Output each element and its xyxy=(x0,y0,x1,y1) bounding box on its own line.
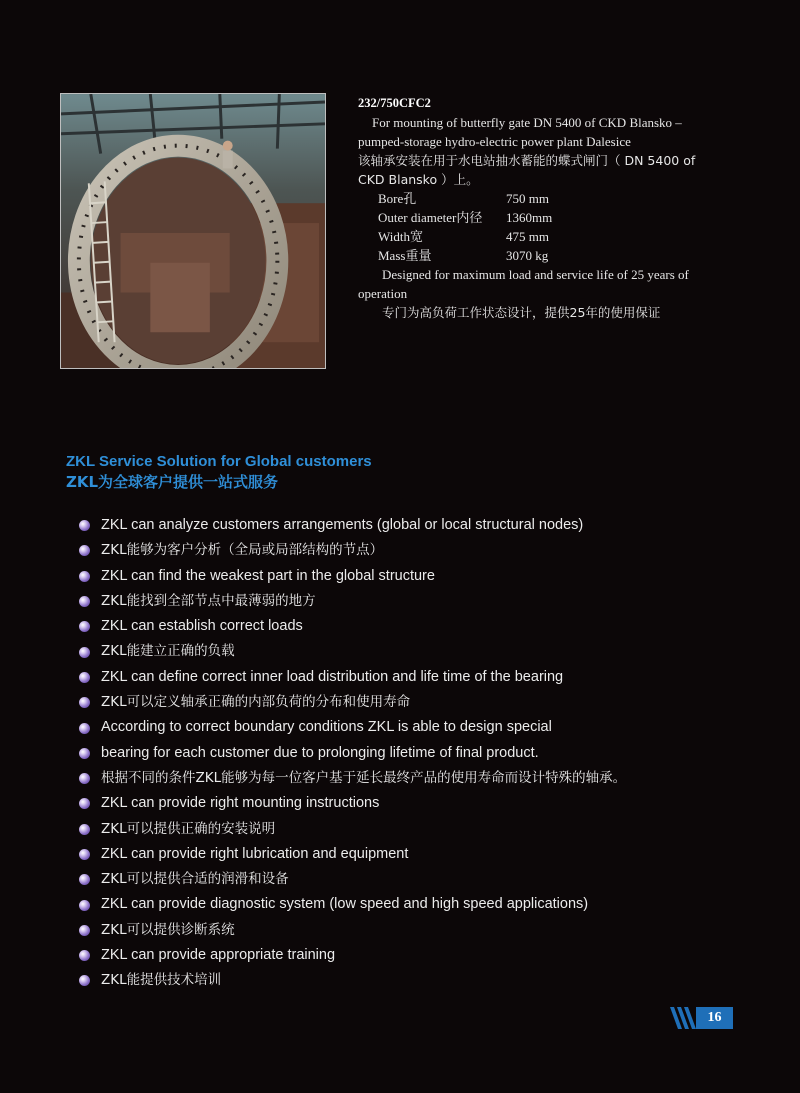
section-title-zh: ZKL为全球客户提供一站式服务 xyxy=(66,473,279,491)
bullet-icon xyxy=(79,723,90,734)
bearing-code: 232/750CFC2 xyxy=(358,96,431,110)
list-item xyxy=(79,614,626,639)
list-item xyxy=(79,513,626,538)
desc-en-line-2: pumped-storage hydro-electric power plant Dalesice xyxy=(358,134,631,149)
spec-row-outer-diameter xyxy=(358,208,730,227)
design-en-line-1: Designed for maximum load and service life of 25 years of xyxy=(382,267,689,282)
list-item xyxy=(79,715,626,740)
page-number: 16 xyxy=(696,1007,733,1029)
design-zh: 专门为高负荷工作状态设计，提供25年的使用保证 xyxy=(382,305,661,320)
page-number-badge xyxy=(666,1007,733,1029)
list-item-text: ZKL can establish correct loads xyxy=(101,618,303,635)
spec-label: Outer diameter内径 xyxy=(378,210,483,225)
bullet-icon xyxy=(79,545,90,556)
desc-zh-line-1: 该轴承安装在用于水电站抽水蓄能的蝶式闸门（ DN 5400 of xyxy=(358,153,696,168)
list-item-text: ZKL can provide right mounting instructions xyxy=(101,795,380,812)
spec-row-mass xyxy=(358,246,730,265)
spec-value: 750 mm xyxy=(506,191,549,206)
list-item xyxy=(79,943,626,968)
list-item-text: ZKL可以提供诊断系统 xyxy=(101,921,235,938)
list-item-text: ZKL can find the weakest part in the global structure xyxy=(101,567,435,584)
list-item xyxy=(79,918,626,943)
spec-value: 1360mm xyxy=(506,210,553,225)
bullet-icon xyxy=(79,900,90,911)
bullet-icon xyxy=(79,975,90,986)
list-item xyxy=(79,665,626,690)
desc-en-line-1: For mounting of butterfly gate DN 5400 of CKD Blansko – xyxy=(372,115,682,130)
bullet-icon xyxy=(79,798,90,809)
desc-zh-line-2: CKD Blansko ）上。 xyxy=(358,172,479,187)
bullet-icon xyxy=(79,647,90,658)
list-item-text: ZKL可以提供合适的润滑和设备 xyxy=(101,871,289,888)
bullet-icon xyxy=(79,520,90,531)
bullet-icon xyxy=(79,748,90,759)
spec-row-bore xyxy=(358,189,730,208)
list-item-text: ZKL can analyze customers arrangements (global or local structural nodes) xyxy=(101,517,584,533)
stripes-icon xyxy=(666,1007,700,1029)
design-en-line-2: operation xyxy=(358,286,408,301)
list-item-text: ZKL能找到全部节点中最薄弱的地方 xyxy=(101,592,316,609)
list-item xyxy=(79,791,626,816)
list-item xyxy=(79,690,626,715)
list-item xyxy=(79,564,626,589)
bullet-icon xyxy=(79,596,90,607)
list-item xyxy=(79,538,626,563)
list-item-text: ZKL可以提供正确的安装说明 xyxy=(101,820,276,837)
bullet-icon xyxy=(79,824,90,835)
list-item-text: 根据不同的条件ZKL能够为每一位客户基于延长最终产品的使用寿命而设计特殊的轴承。 xyxy=(101,769,627,786)
list-item xyxy=(79,892,626,917)
bullet-icon xyxy=(79,874,90,885)
bullet-icon xyxy=(79,697,90,708)
list-item xyxy=(79,589,626,614)
spec-value: 475 mm xyxy=(506,229,549,244)
bullet-icon xyxy=(79,849,90,860)
section-title-en: ZKL Service Solution for Global customers xyxy=(66,453,372,470)
list-item xyxy=(79,867,626,892)
bearing-spec xyxy=(358,94,730,322)
list-item-text: ZKL可以定义轴承正确的内部负荷的分布和使用寿命 xyxy=(101,694,411,711)
list-item-text: ZKL能够为客户分析（全局或局部结构的节点） xyxy=(101,542,384,559)
list-item-text: ZKL can provide diagnostic system (low speed and high speed applications) xyxy=(101,896,589,913)
list-item-text: ZKL能建立正确的负载 xyxy=(101,643,235,660)
list-item-text: ZKL能提供技术培训 xyxy=(101,972,222,989)
list-item xyxy=(79,842,626,867)
list-item-text: ZKL can define correct inner load distribution and life time of the bearing xyxy=(101,668,564,685)
list-item xyxy=(79,968,626,993)
bullet-icon xyxy=(79,621,90,632)
spec-value: 3070 kg xyxy=(506,248,549,263)
service-list xyxy=(79,513,626,994)
section-title xyxy=(66,451,372,493)
list-item-text: ZKL can provide appropriate training xyxy=(101,947,336,964)
list-item xyxy=(79,766,626,791)
spec-label: Bore孔 xyxy=(378,191,417,206)
spec-label: Width宽 xyxy=(378,229,423,244)
bullet-icon xyxy=(79,773,90,784)
spec-row-width xyxy=(358,227,730,246)
bearing-photo xyxy=(60,93,326,369)
list-item xyxy=(79,817,626,842)
spec-label: Mass重量 xyxy=(378,248,432,263)
list-item xyxy=(79,741,626,766)
bullet-icon xyxy=(79,672,90,683)
bullet-icon xyxy=(79,571,90,582)
list-item-text: ZKL can provide right lubrication and equipment xyxy=(101,845,409,862)
list-item-text: bearing for each customer due to prolonging lifetime of final product. xyxy=(101,744,539,761)
bullet-icon xyxy=(79,950,90,961)
bullet-icon xyxy=(79,925,90,936)
list-item xyxy=(79,639,626,664)
list-item-text: According to correct boundary conditions ZKL is able to design special xyxy=(101,719,552,736)
